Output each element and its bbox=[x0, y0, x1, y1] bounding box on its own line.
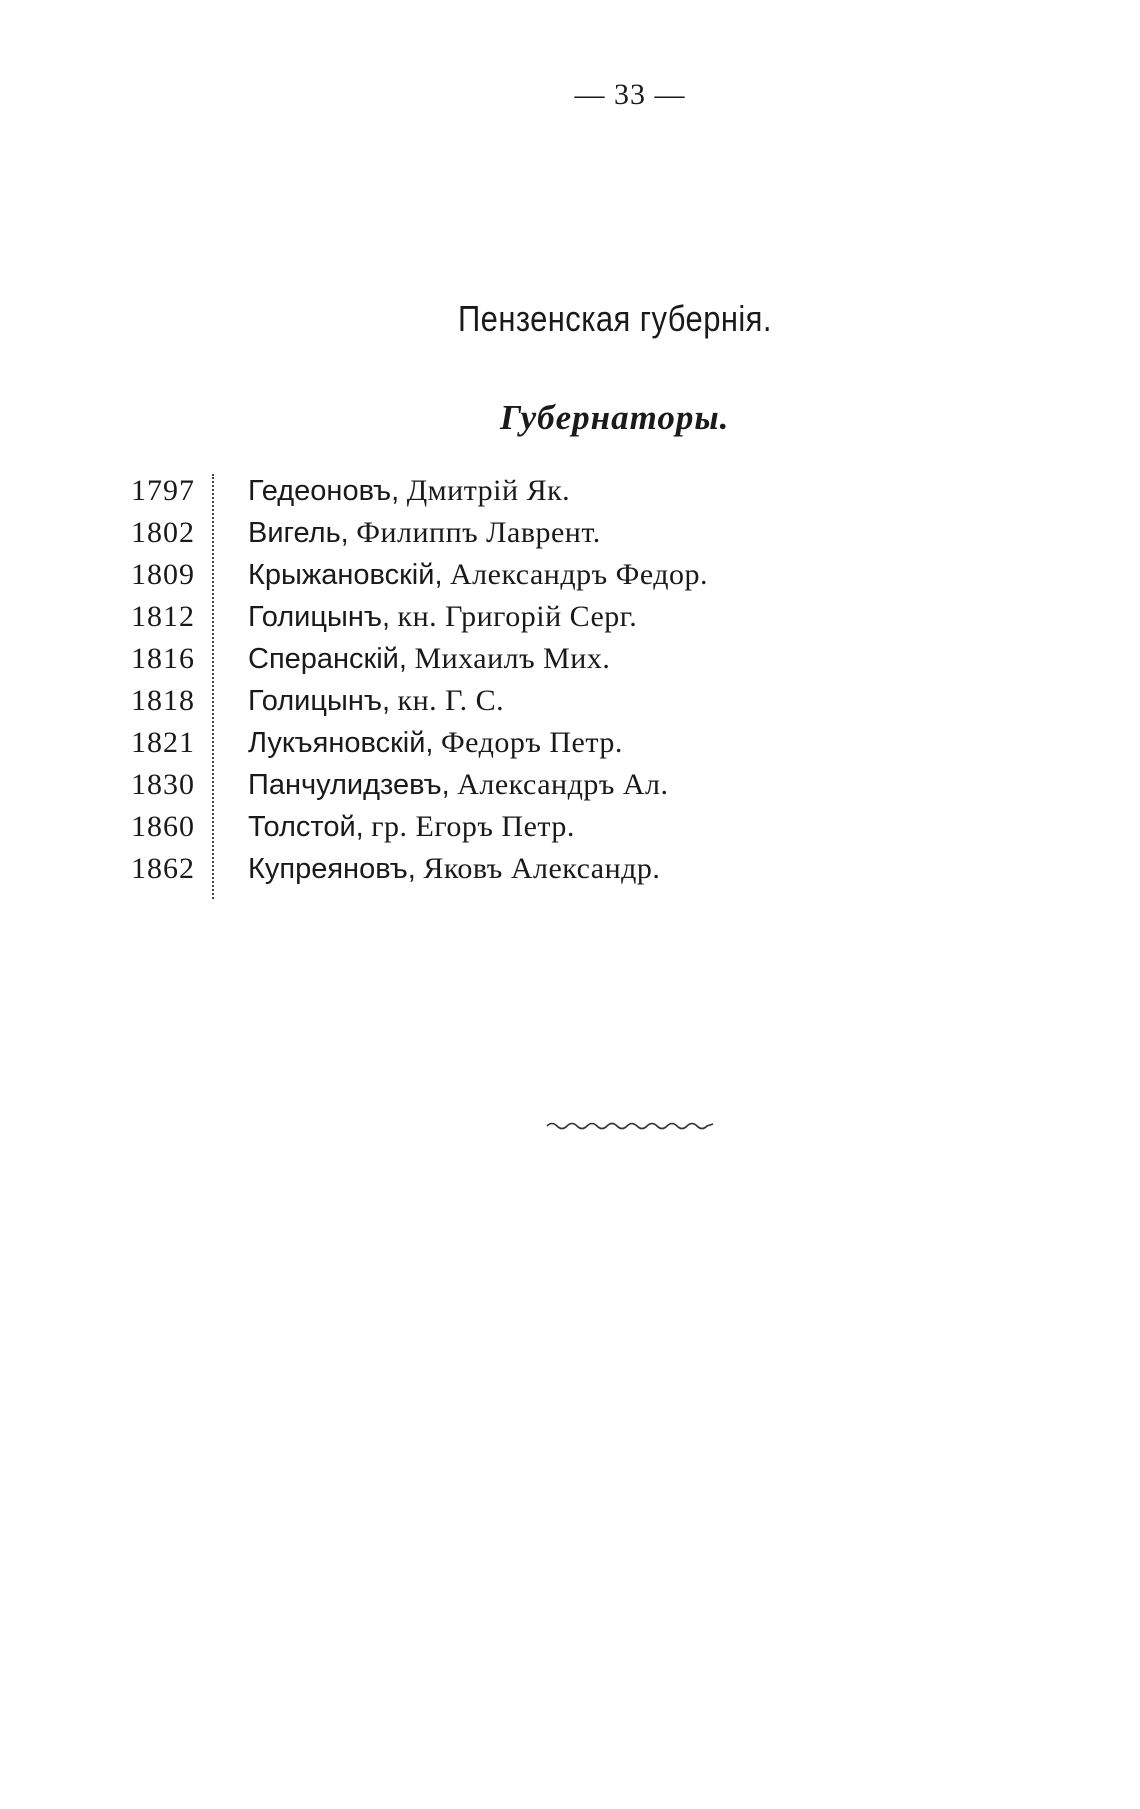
governor-name bbox=[248, 470, 570, 512]
governor-given-name: Александръ Федор. bbox=[450, 558, 709, 591]
governor-year: 1812 bbox=[131, 600, 195, 633]
governor-given-name: Яковъ Александр. bbox=[423, 852, 661, 885]
governor-name bbox=[248, 848, 660, 890]
governor-year: 1860 bbox=[131, 810, 195, 843]
governor-name bbox=[248, 512, 601, 554]
governor-name bbox=[248, 764, 668, 806]
governor-surname: Лукъяновскій, bbox=[248, 727, 434, 759]
governor-year: 1816 bbox=[131, 642, 195, 675]
governors-list bbox=[0, 470, 1140, 890]
governor-given-name: Филиппъ Лаврент. bbox=[356, 516, 601, 549]
governor-surname: Купреяновъ, bbox=[248, 853, 416, 885]
governor-surname: Толстой, bbox=[248, 811, 364, 843]
governor-row bbox=[0, 638, 1140, 680]
governor-given-name: кн. Г. С. bbox=[397, 684, 505, 717]
governor-row bbox=[0, 680, 1140, 722]
governor-year: 1818 bbox=[131, 684, 195, 717]
end-ornament bbox=[545, 1118, 715, 1134]
governor-surname: Голицынъ, bbox=[248, 685, 391, 717]
governor-year: 1821 bbox=[131, 726, 195, 759]
governor-given-name: Дмитрій Як. bbox=[406, 474, 571, 507]
governor-row bbox=[0, 848, 1140, 890]
governor-year: 1797 bbox=[131, 474, 195, 507]
governor-name bbox=[248, 680, 504, 722]
subsection-title: Губернаторы. bbox=[500, 398, 730, 437]
governor-name bbox=[248, 722, 623, 764]
governor-row bbox=[0, 554, 1140, 596]
governor-given-name: кн. Григорій Серг. bbox=[397, 600, 638, 633]
governor-row bbox=[0, 722, 1140, 764]
governor-year: 1809 bbox=[131, 558, 195, 591]
governor-name bbox=[248, 638, 610, 680]
governor-surname: Вигель, bbox=[248, 517, 349, 549]
governor-year: 1862 bbox=[131, 852, 195, 885]
governor-year: 1802 bbox=[131, 516, 195, 549]
governor-given-name: Александръ Ал. bbox=[457, 768, 669, 801]
governor-row bbox=[0, 470, 1140, 512]
governor-surname: Панчулидзевъ, bbox=[248, 769, 450, 801]
governor-given-name: Михаилъ Мих. bbox=[414, 642, 611, 675]
governor-row bbox=[0, 512, 1140, 554]
governor-name bbox=[248, 806, 575, 848]
governor-given-name: гр. Егоръ Петр. bbox=[371, 810, 575, 843]
governor-name bbox=[248, 596, 637, 638]
governor-row bbox=[0, 764, 1140, 806]
governor-surname: Крыжановскій, bbox=[248, 559, 443, 591]
section-title: Пензенская губернія. bbox=[458, 298, 772, 339]
governor-surname: Голицынъ, bbox=[248, 601, 391, 633]
page-number: — 33 — bbox=[574, 78, 686, 111]
governor-row bbox=[0, 596, 1140, 638]
governor-surname: Сперанскій, bbox=[248, 643, 407, 675]
governor-row bbox=[0, 806, 1140, 848]
governor-year: 1830 bbox=[131, 768, 195, 801]
governor-given-name: Федоръ Петр. bbox=[440, 726, 623, 759]
governor-surname: Гедеоновъ, bbox=[248, 475, 400, 507]
governor-name bbox=[248, 554, 708, 596]
